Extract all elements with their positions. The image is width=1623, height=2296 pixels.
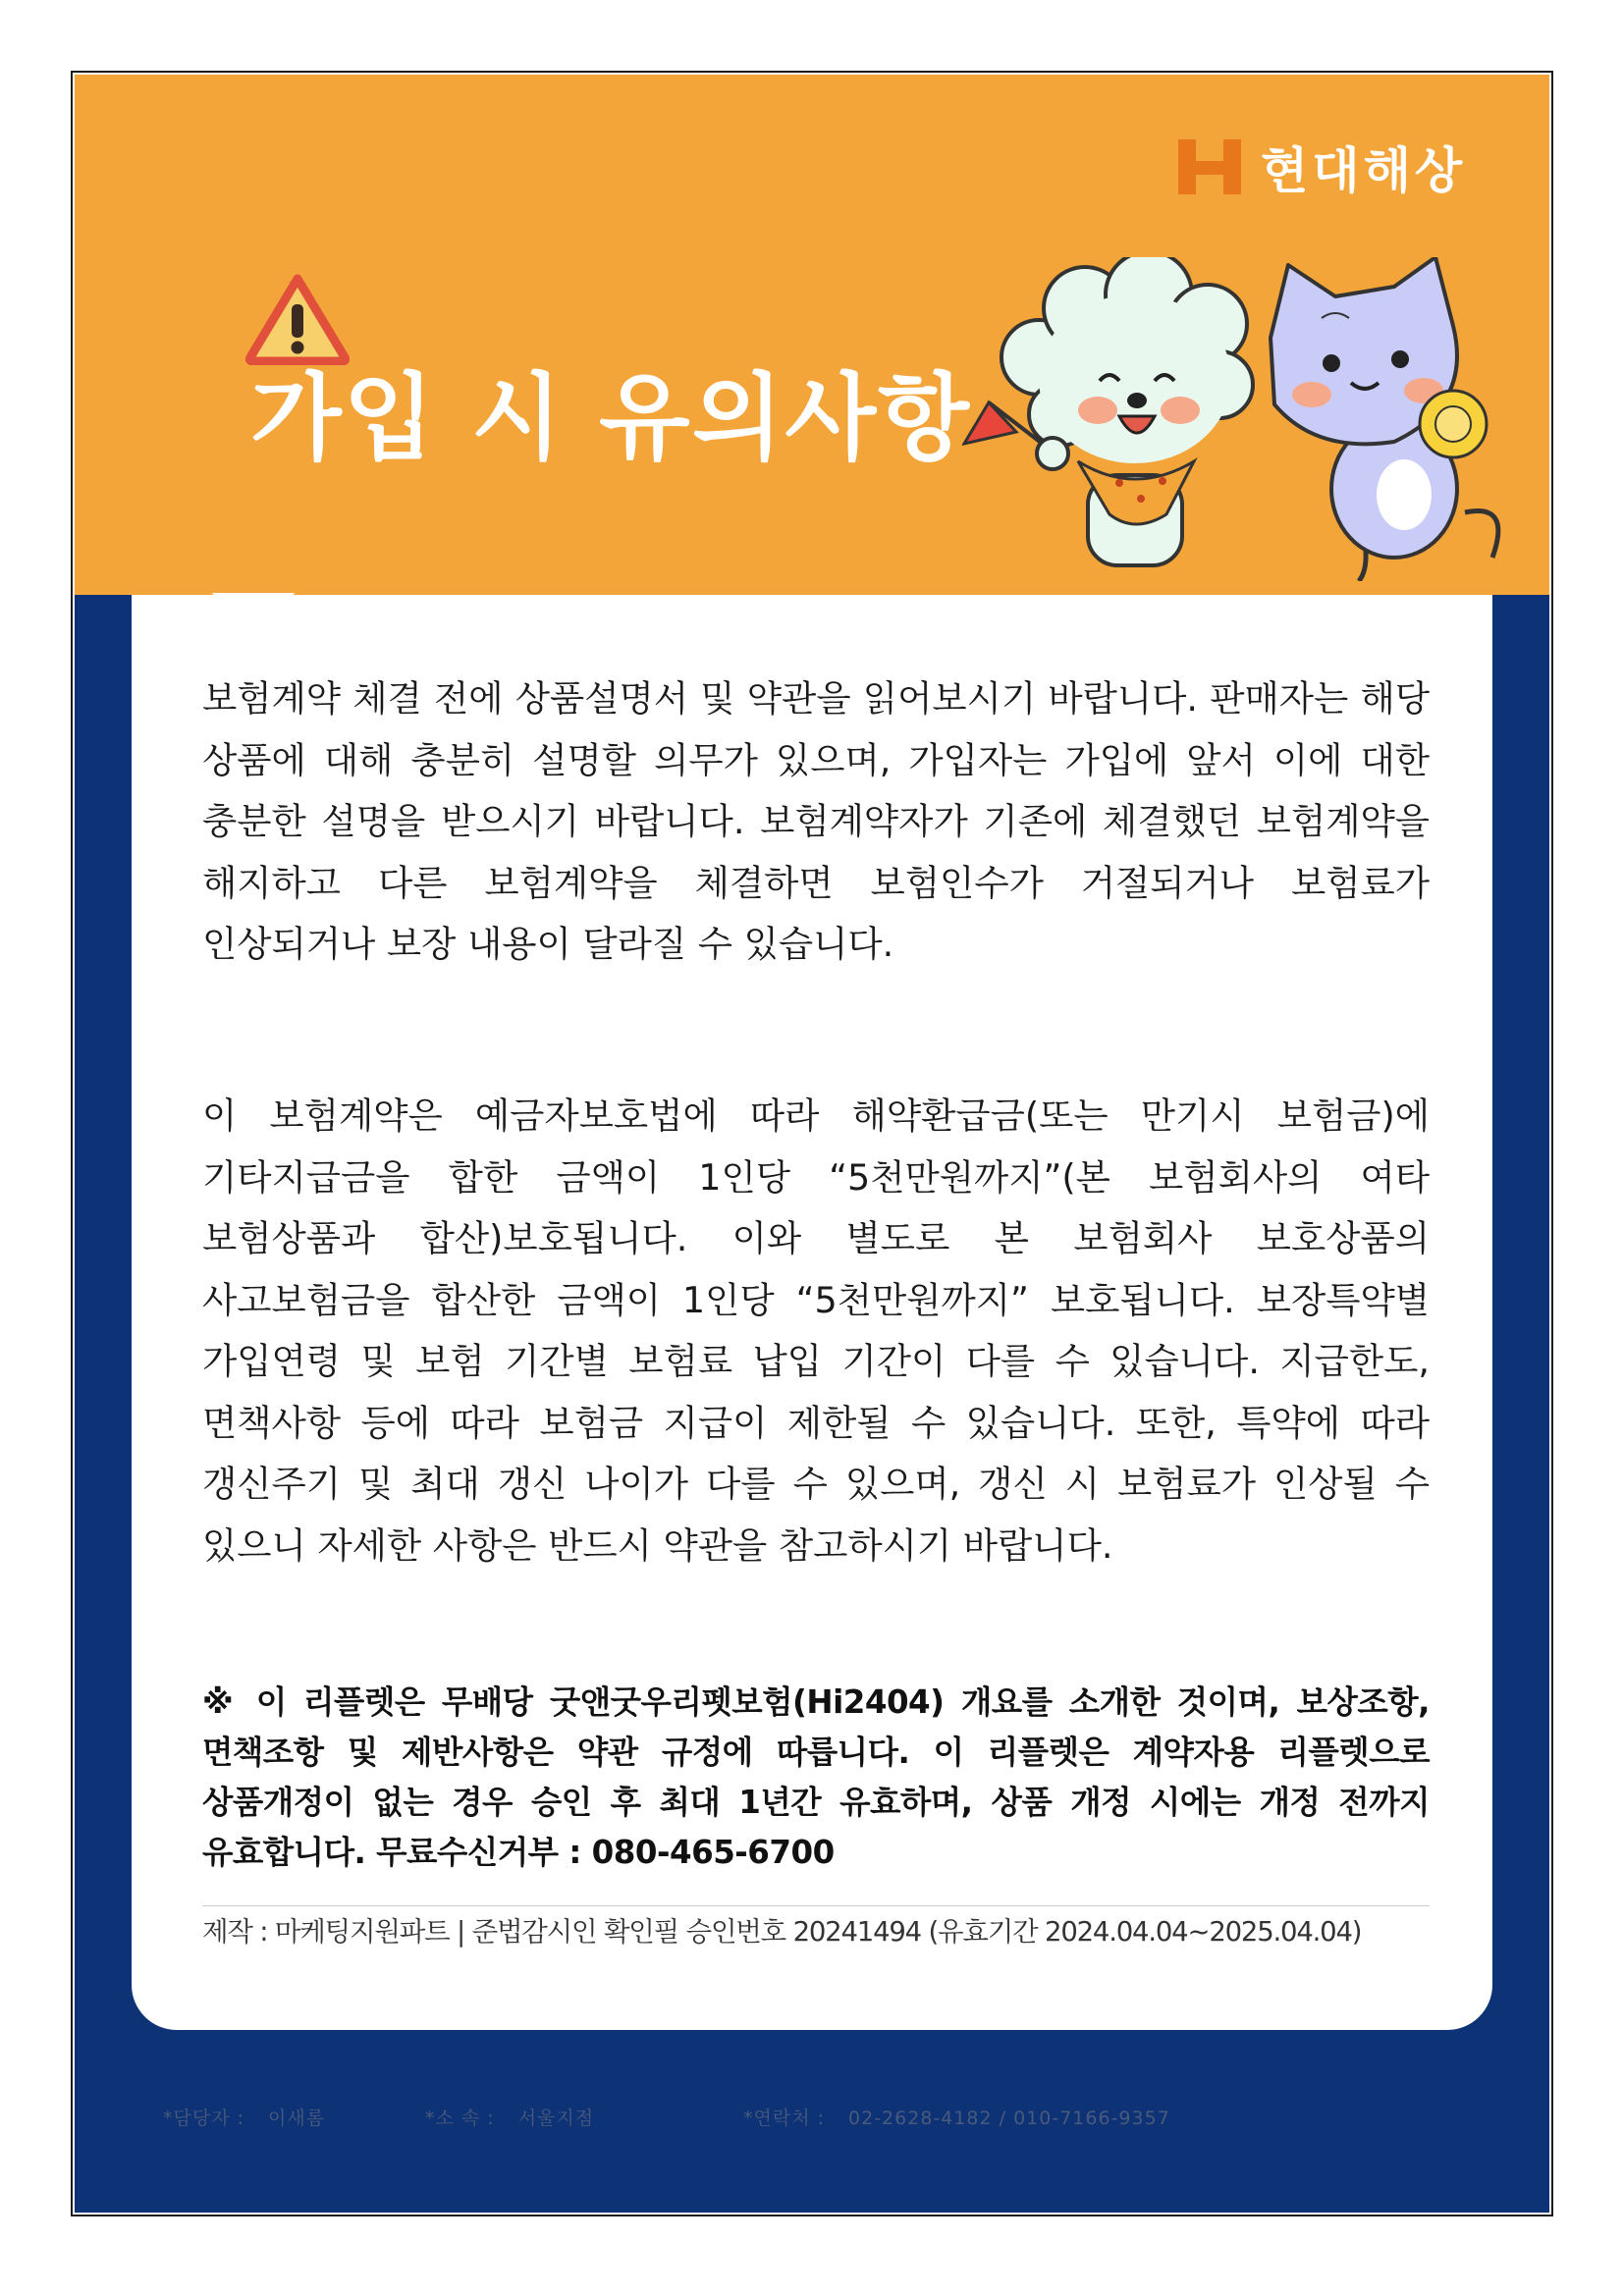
company-name: 현대해상 [1261,142,1467,199]
footer-contact [743,2104,1170,2130]
footer-affiliation [425,2104,594,2130]
footer-manager-value: 이새롬 [268,2108,326,2129]
warning-triangle-icon [245,273,350,365]
footer-affiliation-value: 서울지점 [517,2108,595,2129]
body-paragraph-1: 보험계약 체결 전에 상품설명서 및 약관을 읽어보시기 바랍니다. 판매자는 해당 상품에 대해 충분히 설명할 의무가 있으며, 가입자는 가입에 앞서 이에 대한 충분한 설명을 받으시기 바랍니다. 보험계약자가 기존에 체결했던 보험계약을 해지하고 다른 보험계약을 체결하면 보험인수가 거절되거나 보험료가 인상되거나 보장 내용이 달라질 수 있습니다. [202,677,1430,965]
divider [202,1905,1430,1906]
body-paragraph-2: 이 보험계약은 예금자보호법에 따라 해약환급금(또는 만기시 보험금)에 기타지급금을 합한 금액이 1인당 “5천만원까지”(본 보험회사의 여타 보험상품과 합산)보호됩니다. 이와 별도로 본 보험회사 보호상품의 사고보험금을 합산한 금액이 1인당 “5천만원까지” 보호됩니다. 보장특약별 가입연령 및 보험 기간별 보험료 납입 기간이 다를 수 있습니다. 지급한도, 면책사항 등에 따라 보험금 지급이 제한될 수 있습니다. 또한, 특약에 따라 갱신주기 및 최대 갱신 나이가 다를 수 있으며, 갱신 시 보험료가 인상될 수 있으니 자세한 사항은 반드시 약관을 참고하시기 바랍니다. [202,1095,1430,1567]
footer-contact-label: *연락처 : [743,2108,826,2129]
footer-affiliation-label: *소 속 : [425,2108,495,2129]
footer-manager-label: *담당자 : [163,2108,245,2129]
footer-manager [163,2104,325,2130]
cat-mascot-with-pompom [1271,257,1498,581]
company-logo [1176,132,1466,202]
mascot-illustration [962,257,1512,581]
page-title: 가입 시 유의사항 [250,363,971,473]
leaflet-notice: ※ 이 리플렛은 무배당 굿앤굿우리펫보험(Hi2404) 개요를 소개한 것이며, 보상조항, 면책조항 및 제반사항은 약관 규정에 따릅니다. 이 리플렛은 계약자용 리플렛으로 상품개정이 없는 경우 승인 후 최대 1년간 유효하며, 상품 개정 시에는 개정 전까지 유효합니다. 무료수신거부 : 080-465-6700 [202,1683,1430,1871]
poodle-mascot-with-flag [964,257,1253,565]
footer-contact-value: 02-2628-4182 / 010-7166-9357 [848,2108,1170,2129]
production-info: 제작 : 마케팅지원파트 | 준법감시인 확인필 승인번호 20241494 (유효기간 2024.04.04~2025.04.04) [202,1916,1362,1948]
hyundai-h-logo-icon [1176,137,1243,196]
